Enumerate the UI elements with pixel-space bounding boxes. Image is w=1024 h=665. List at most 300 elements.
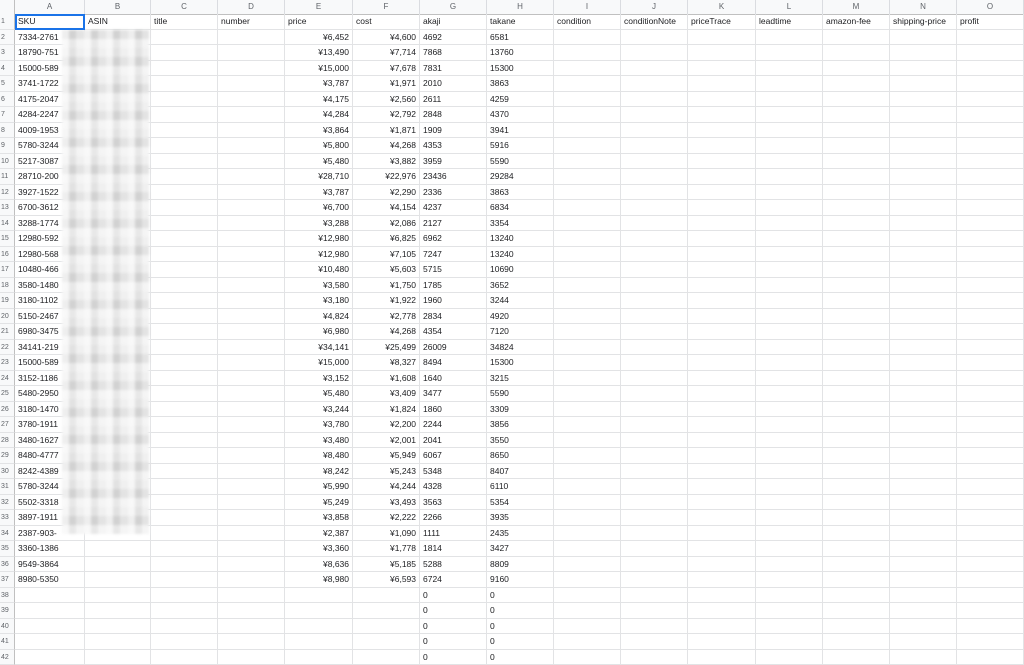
empty-cell[interactable] <box>151 293 218 309</box>
empty-cell[interactable] <box>890 619 957 635</box>
empty-cell[interactable] <box>756 262 823 278</box>
empty-cell[interactable] <box>554 247 621 263</box>
empty-cell[interactable] <box>218 340 285 356</box>
empty-cell[interactable] <box>823 402 890 418</box>
column-letter-k[interactable]: K <box>688 0 756 14</box>
empty-cell[interactable] <box>688 619 756 635</box>
empty-cell[interactable] <box>890 154 957 170</box>
row-number[interactable]: 17 <box>0 262 15 278</box>
cost-cell[interactable]: ¥4,244 <box>353 479 420 495</box>
header-cell-shipping-price[interactable]: shipping-price <box>890 14 957 30</box>
empty-cell[interactable] <box>151 309 218 325</box>
takane-cell[interactable]: 3856 <box>487 417 554 433</box>
akaji-cell[interactable]: 6724 <box>420 572 487 588</box>
price-cell[interactable]: ¥10,480 <box>285 262 353 278</box>
empty-cell[interactable] <box>688 588 756 604</box>
row-number[interactable]: 21 <box>0 324 15 340</box>
cost-cell[interactable]: ¥1,750 <box>353 278 420 294</box>
takane-cell[interactable]: 3309 <box>487 402 554 418</box>
empty-cell[interactable] <box>554 634 621 650</box>
empty-cell[interactable] <box>554 510 621 526</box>
sku-cell[interactable] <box>15 603 85 619</box>
empty-cell[interactable] <box>554 433 621 449</box>
cost-cell[interactable]: ¥7,714 <box>353 45 420 61</box>
empty-cell[interactable] <box>823 61 890 77</box>
sku-cell[interactable]: 15000-589 <box>15 61 85 77</box>
empty-cell[interactable] <box>621 619 688 635</box>
price-cell[interactable]: ¥8,242 <box>285 464 353 480</box>
empty-cell[interactable] <box>957 557 1024 573</box>
akaji-cell[interactable]: 0 <box>420 603 487 619</box>
akaji-cell[interactable]: 2336 <box>420 185 487 201</box>
empty-cell[interactable] <box>151 464 218 480</box>
empty-cell[interactable] <box>890 495 957 511</box>
sku-cell[interactable]: 8480-4777 <box>15 448 85 464</box>
price-cell[interactable] <box>285 603 353 619</box>
empty-cell[interactable] <box>688 557 756 573</box>
empty-cell[interactable] <box>151 45 218 61</box>
price-cell[interactable] <box>285 588 353 604</box>
empty-cell[interactable] <box>621 247 688 263</box>
empty-cell[interactable] <box>621 510 688 526</box>
empty-cell[interactable] <box>756 355 823 371</box>
header-cell-pricetrace[interactable]: priceTrace <box>688 14 756 30</box>
empty-cell[interactable] <box>218 76 285 92</box>
empty-cell[interactable] <box>85 619 151 635</box>
empty-cell[interactable] <box>621 340 688 356</box>
empty-cell[interactable] <box>756 371 823 387</box>
cost-cell[interactable] <box>353 588 420 604</box>
empty-cell[interactable] <box>688 309 756 325</box>
empty-cell[interactable] <box>151 247 218 263</box>
empty-cell[interactable] <box>621 355 688 371</box>
cost-cell[interactable]: ¥2,200 <box>353 417 420 433</box>
takane-cell[interactable]: 2435 <box>487 526 554 542</box>
empty-cell[interactable] <box>957 61 1024 77</box>
empty-cell[interactable] <box>890 76 957 92</box>
empty-cell[interactable] <box>890 355 957 371</box>
empty-cell[interactable] <box>823 216 890 232</box>
column-letter-e[interactable]: E <box>285 0 353 14</box>
price-cell[interactable]: ¥5,480 <box>285 154 353 170</box>
column-letter-m[interactable]: M <box>823 0 890 14</box>
header-cell-leadtime[interactable]: leadtime <box>756 14 823 30</box>
takane-cell[interactable]: 3354 <box>487 216 554 232</box>
empty-cell[interactable] <box>756 123 823 139</box>
sku-cell[interactable]: 3360-1386 <box>15 541 85 557</box>
empty-cell[interactable] <box>823 433 890 449</box>
row-number[interactable]: 20 <box>0 309 15 325</box>
empty-cell[interactable] <box>957 30 1024 46</box>
row-number[interactable]: 7 <box>0 107 15 123</box>
empty-cell[interactable] <box>756 324 823 340</box>
row-number[interactable]: 39 <box>0 603 15 619</box>
cost-cell[interactable]: ¥1,971 <box>353 76 420 92</box>
empty-cell[interactable] <box>823 557 890 573</box>
empty-cell[interactable] <box>554 200 621 216</box>
row-number[interactable]: 24 <box>0 371 15 387</box>
empty-cell[interactable] <box>890 324 957 340</box>
empty-cell[interactable] <box>688 123 756 139</box>
empty-cell[interactable] <box>957 169 1024 185</box>
empty-cell[interactable] <box>823 293 890 309</box>
empty-cell[interactable] <box>756 247 823 263</box>
akaji-cell[interactable]: 6067 <box>420 448 487 464</box>
empty-cell[interactable] <box>554 123 621 139</box>
price-cell[interactable]: ¥2,387 <box>285 526 353 542</box>
empty-cell[interactable] <box>621 479 688 495</box>
empty-cell[interactable] <box>890 278 957 294</box>
sku-cell[interactable]: 3288-1774 <box>15 216 85 232</box>
empty-cell[interactable] <box>151 123 218 139</box>
column-letter-n[interactable]: N <box>890 0 957 14</box>
empty-cell[interactable] <box>554 309 621 325</box>
empty-cell[interactable] <box>554 448 621 464</box>
sku-cell[interactable]: 28710-200 <box>15 169 85 185</box>
cost-cell[interactable]: ¥5,949 <box>353 448 420 464</box>
empty-cell[interactable] <box>890 557 957 573</box>
empty-cell[interactable] <box>554 278 621 294</box>
price-cell[interactable]: ¥5,990 <box>285 479 353 495</box>
empty-cell[interactable] <box>890 433 957 449</box>
akaji-cell[interactable]: 7868 <box>420 45 487 61</box>
akaji-cell[interactable]: 1640 <box>420 371 487 387</box>
empty-cell[interactable] <box>957 278 1024 294</box>
empty-cell[interactable] <box>688 479 756 495</box>
row-number[interactable]: 33 <box>0 510 15 526</box>
empty-cell[interactable] <box>218 557 285 573</box>
empty-cell[interactable] <box>554 572 621 588</box>
empty-cell[interactable] <box>756 479 823 495</box>
empty-cell[interactable] <box>688 45 756 61</box>
empty-cell[interactable] <box>823 588 890 604</box>
empty-cell[interactable] <box>688 386 756 402</box>
empty-cell[interactable] <box>957 371 1024 387</box>
empty-cell[interactable] <box>621 61 688 77</box>
empty-cell[interactable] <box>218 464 285 480</box>
empty-cell[interactable] <box>823 371 890 387</box>
empty-cell[interactable] <box>823 309 890 325</box>
empty-cell[interactable] <box>756 107 823 123</box>
cost-cell[interactable]: ¥3,493 <box>353 495 420 511</box>
takane-cell[interactable]: 13760 <box>487 45 554 61</box>
empty-cell[interactable] <box>957 247 1024 263</box>
empty-cell[interactable] <box>151 541 218 557</box>
column-letter-b[interactable]: B <box>85 0 151 14</box>
empty-cell[interactable] <box>218 495 285 511</box>
akaji-cell[interactable]: 5715 <box>420 262 487 278</box>
column-letter-f[interactable]: F <box>353 0 420 14</box>
takane-cell[interactable]: 5590 <box>487 386 554 402</box>
price-cell[interactable]: ¥28,710 <box>285 169 353 185</box>
empty-cell[interactable] <box>823 495 890 511</box>
empty-cell[interactable] <box>151 448 218 464</box>
empty-cell[interactable] <box>151 495 218 511</box>
takane-cell[interactable]: 4920 <box>487 309 554 325</box>
takane-cell[interactable]: 9160 <box>487 572 554 588</box>
empty-cell[interactable] <box>621 309 688 325</box>
empty-cell[interactable] <box>756 510 823 526</box>
akaji-cell[interactable]: 2266 <box>420 510 487 526</box>
akaji-cell[interactable]: 7831 <box>420 61 487 77</box>
takane-cell[interactable]: 4370 <box>487 107 554 123</box>
takane-cell[interactable]: 3652 <box>487 278 554 294</box>
empty-cell[interactable] <box>688 650 756 665</box>
column-letter-i[interactable]: I <box>554 0 621 14</box>
empty-cell[interactable] <box>151 200 218 216</box>
empty-cell[interactable] <box>823 541 890 557</box>
empty-cell[interactable] <box>688 107 756 123</box>
empty-cell[interactable] <box>957 417 1024 433</box>
takane-cell[interactable]: 3863 <box>487 76 554 92</box>
cost-cell[interactable]: ¥7,105 <box>353 247 420 263</box>
empty-cell[interactable] <box>218 92 285 108</box>
empty-cell[interactable] <box>957 324 1024 340</box>
akaji-cell[interactable]: 3563 <box>420 495 487 511</box>
empty-cell[interactable] <box>151 278 218 294</box>
empty-cell[interactable] <box>890 309 957 325</box>
header-cell-asin[interactable]: ASIN <box>85 14 151 30</box>
row-number[interactable]: 36 <box>0 557 15 573</box>
empty-cell[interactable] <box>554 340 621 356</box>
empty-cell[interactable] <box>823 185 890 201</box>
row-number[interactable]: 25 <box>0 386 15 402</box>
cost-cell[interactable]: ¥22,976 <box>353 169 420 185</box>
cost-cell[interactable]: ¥25,499 <box>353 340 420 356</box>
sku-cell[interactable]: 7334-2761 <box>15 30 85 46</box>
empty-cell[interactable] <box>890 603 957 619</box>
cost-cell[interactable]: ¥5,243 <box>353 464 420 480</box>
akaji-cell[interactable]: 4237 <box>420 200 487 216</box>
takane-cell[interactable]: 8407 <box>487 464 554 480</box>
sku-cell[interactable]: 3580-1480 <box>15 278 85 294</box>
empty-cell[interactable] <box>957 464 1024 480</box>
price-cell[interactable]: ¥5,249 <box>285 495 353 511</box>
empty-cell[interactable] <box>554 464 621 480</box>
sku-cell[interactable]: 3152-1186 <box>15 371 85 387</box>
takane-cell[interactable]: 4259 <box>487 92 554 108</box>
takane-cell[interactable]: 3941 <box>487 123 554 139</box>
empty-cell[interactable] <box>823 619 890 635</box>
empty-cell[interactable] <box>957 541 1024 557</box>
row-number[interactable]: 4 <box>0 61 15 77</box>
price-cell[interactable]: ¥6,700 <box>285 200 353 216</box>
empty-cell[interactable] <box>957 185 1024 201</box>
empty-cell[interactable] <box>85 588 151 604</box>
empty-cell[interactable] <box>957 138 1024 154</box>
empty-cell[interactable] <box>756 619 823 635</box>
empty-cell[interactable] <box>85 650 151 665</box>
takane-cell[interactable]: 6834 <box>487 200 554 216</box>
row-number[interactable]: 40 <box>0 619 15 635</box>
sku-cell[interactable]: 8980-5350 <box>15 572 85 588</box>
empty-cell[interactable] <box>151 76 218 92</box>
empty-cell[interactable] <box>151 371 218 387</box>
empty-cell[interactable] <box>621 417 688 433</box>
empty-cell[interactable] <box>621 107 688 123</box>
row-number[interactable]: 32 <box>0 495 15 511</box>
empty-cell[interactable] <box>218 510 285 526</box>
row-number[interactable]: 19 <box>0 293 15 309</box>
empty-cell[interactable] <box>554 355 621 371</box>
empty-cell[interactable] <box>890 185 957 201</box>
empty-cell[interactable] <box>756 200 823 216</box>
empty-cell[interactable] <box>823 324 890 340</box>
sku-cell[interactable] <box>15 588 85 604</box>
takane-cell[interactable]: 15300 <box>487 61 554 77</box>
cost-cell[interactable]: ¥1,090 <box>353 526 420 542</box>
empty-cell[interactable] <box>823 92 890 108</box>
takane-cell[interactable]: 3215 <box>487 371 554 387</box>
empty-cell[interactable] <box>218 526 285 542</box>
empty-cell[interactable] <box>151 603 218 619</box>
empty-cell[interactable] <box>621 45 688 61</box>
row-number[interactable]: 23 <box>0 355 15 371</box>
empty-cell[interactable] <box>218 309 285 325</box>
empty-cell[interactable] <box>823 169 890 185</box>
empty-cell[interactable] <box>756 526 823 542</box>
empty-cell[interactable] <box>85 541 151 557</box>
cost-cell[interactable]: ¥2,290 <box>353 185 420 201</box>
empty-cell[interactable] <box>890 634 957 650</box>
akaji-cell[interactable]: 23436 <box>420 169 487 185</box>
sku-cell[interactable]: 6980-3475 <box>15 324 85 340</box>
empty-cell[interactable] <box>621 557 688 573</box>
empty-cell[interactable] <box>151 324 218 340</box>
sku-cell[interactable]: 4175-2047 <box>15 92 85 108</box>
empty-cell[interactable] <box>823 634 890 650</box>
empty-cell[interactable] <box>890 262 957 278</box>
empty-cell[interactable] <box>151 386 218 402</box>
empty-cell[interactable] <box>151 526 218 542</box>
empty-cell[interactable] <box>823 45 890 61</box>
header-cell-condition[interactable]: condition <box>554 14 621 30</box>
row-number[interactable]: 41 <box>0 634 15 650</box>
empty-cell[interactable] <box>756 293 823 309</box>
empty-cell[interactable] <box>890 61 957 77</box>
empty-cell[interactable] <box>890 541 957 557</box>
sku-cell[interactable]: 3741-1722 <box>15 76 85 92</box>
empty-cell[interactable] <box>621 324 688 340</box>
empty-cell[interactable] <box>218 30 285 46</box>
takane-cell[interactable]: 29284 <box>487 169 554 185</box>
empty-cell[interactable] <box>151 619 218 635</box>
cost-cell[interactable]: ¥2,792 <box>353 107 420 123</box>
cost-cell[interactable]: ¥1,922 <box>353 293 420 309</box>
column-letter-a[interactable]: A <box>15 0 85 14</box>
price-cell[interactable]: ¥6,980 <box>285 324 353 340</box>
empty-cell[interactable] <box>85 572 151 588</box>
empty-cell[interactable] <box>756 650 823 665</box>
sku-cell[interactable]: 3927-1522 <box>15 185 85 201</box>
sku-cell[interactable]: 3897-1911 <box>15 510 85 526</box>
empty-cell[interactable] <box>823 355 890 371</box>
row-number[interactable]: 5 <box>0 76 15 92</box>
cost-cell[interactable] <box>353 650 420 665</box>
empty-cell[interactable] <box>756 76 823 92</box>
empty-cell[interactable] <box>218 154 285 170</box>
price-cell[interactable]: ¥3,787 <box>285 76 353 92</box>
empty-cell[interactable] <box>890 231 957 247</box>
empty-cell[interactable] <box>621 402 688 418</box>
akaji-cell[interactable]: 4692 <box>420 30 487 46</box>
empty-cell[interactable] <box>890 169 957 185</box>
empty-cell[interactable] <box>823 154 890 170</box>
price-cell[interactable]: ¥12,980 <box>285 247 353 263</box>
price-cell[interactable] <box>285 619 353 635</box>
empty-cell[interactable] <box>688 340 756 356</box>
empty-cell[interactable] <box>218 324 285 340</box>
empty-cell[interactable] <box>823 417 890 433</box>
empty-cell[interactable] <box>218 262 285 278</box>
empty-cell[interactable] <box>554 619 621 635</box>
sku-cell[interactable]: 3180-1102 <box>15 293 85 309</box>
sku-cell[interactable]: 5502-3318 <box>15 495 85 511</box>
cost-cell[interactable]: ¥6,825 <box>353 231 420 247</box>
empty-cell[interactable] <box>621 371 688 387</box>
takane-cell[interactable]: 34824 <box>487 340 554 356</box>
empty-cell[interactable] <box>621 495 688 511</box>
sku-cell[interactable]: 3180-1470 <box>15 402 85 418</box>
sku-cell[interactable]: 12980-592 <box>15 231 85 247</box>
empty-cell[interactable] <box>218 293 285 309</box>
empty-cell[interactable] <box>756 541 823 557</box>
empty-cell[interactable] <box>554 557 621 573</box>
price-cell[interactable]: ¥3,288 <box>285 216 353 232</box>
select-all-corner[interactable] <box>0 0 15 14</box>
empty-cell[interactable] <box>151 154 218 170</box>
price-cell[interactable]: ¥15,000 <box>285 61 353 77</box>
akaji-cell[interactable]: 1111 <box>420 526 487 542</box>
price-cell[interactable]: ¥3,858 <box>285 510 353 526</box>
akaji-cell[interactable]: 0 <box>420 619 487 635</box>
empty-cell[interactable] <box>890 572 957 588</box>
empty-cell[interactable] <box>554 138 621 154</box>
empty-cell[interactable] <box>554 61 621 77</box>
empty-cell[interactable] <box>957 526 1024 542</box>
empty-cell[interactable] <box>554 262 621 278</box>
empty-cell[interactable] <box>218 185 285 201</box>
cost-cell[interactable]: ¥7,678 <box>353 61 420 77</box>
empty-cell[interactable] <box>756 417 823 433</box>
empty-cell[interactable] <box>151 634 218 650</box>
empty-cell[interactable] <box>621 433 688 449</box>
empty-cell[interactable] <box>957 433 1024 449</box>
empty-cell[interactable] <box>688 293 756 309</box>
empty-cell[interactable] <box>688 464 756 480</box>
empty-cell[interactable] <box>218 386 285 402</box>
row-number[interactable]: 14 <box>0 216 15 232</box>
takane-cell[interactable]: 8809 <box>487 557 554 573</box>
cost-cell[interactable]: ¥2,778 <box>353 309 420 325</box>
row-number[interactable]: 12 <box>0 185 15 201</box>
row-number[interactable]: 8 <box>0 123 15 139</box>
empty-cell[interactable] <box>823 231 890 247</box>
sku-cell[interactable]: 5780-3244 <box>15 479 85 495</box>
price-cell[interactable] <box>285 634 353 650</box>
price-cell[interactable]: ¥3,360 <box>285 541 353 557</box>
cost-cell[interactable]: ¥2,560 <box>353 92 420 108</box>
akaji-cell[interactable]: 1860 <box>420 402 487 418</box>
empty-cell[interactable] <box>756 92 823 108</box>
empty-cell[interactable] <box>823 278 890 294</box>
akaji-cell[interactable]: 4353 <box>420 138 487 154</box>
header-cell-number[interactable]: number <box>218 14 285 30</box>
empty-cell[interactable] <box>218 278 285 294</box>
empty-cell[interactable] <box>957 479 1024 495</box>
akaji-cell[interactable]: 0 <box>420 650 487 665</box>
empty-cell[interactable] <box>688 231 756 247</box>
